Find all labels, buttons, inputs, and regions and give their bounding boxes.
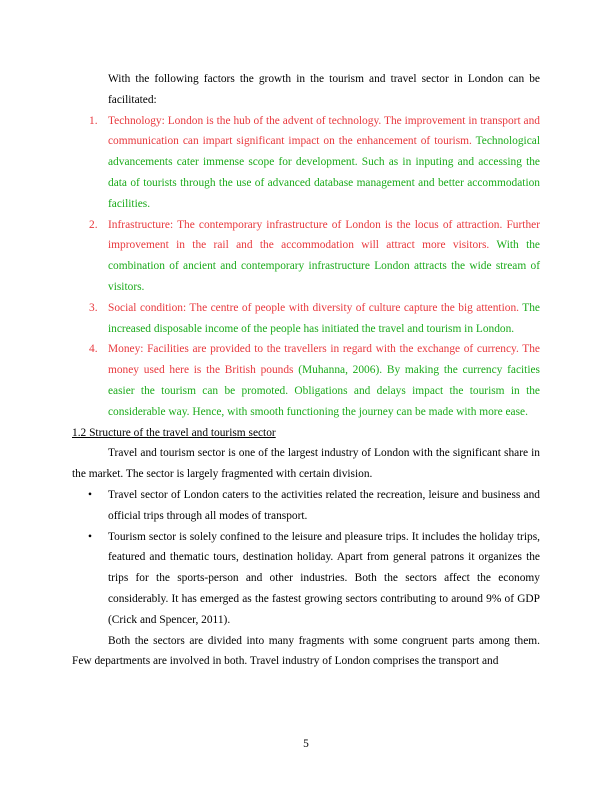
factor-text-red: Social condition: The centre of people with diversity of culture capture the big attention. — [108, 301, 523, 314]
factors-list — [72, 111, 540, 423]
document-page — [72, 69, 540, 672]
factor-text-green: With the combination of ancient and contemporary infrastructure London attracts the wide stream of visitors. — [108, 239, 540, 293]
list-item — [72, 485, 540, 527]
list-item — [72, 339, 540, 422]
list-item — [72, 215, 540, 298]
list-number: 3. — [89, 301, 98, 314]
body-paragraph: Travel and tourism sector is one of the largest industry of London with the significant share in the market. The sector is largely fragmented with certain division. — [72, 447, 540, 481]
factor-text-red: Technology: London is the hub of the advent of technology. The improvement in transport and communication can impart significant impact on the enhancement of tourism. — [108, 114, 540, 148]
intro-paragraph: With the following factors the growth in the tourism and travel sector in London can be facilitated: — [108, 73, 540, 106]
factor-text-green: The increased disposable income of the people has initiated the travel and tourism in London. — [108, 301, 540, 335]
factor-text-red: Infrastructure: The contemporary infrastructure of London is the locus of attraction. Further improvement in the rail and the accommodation will attract more visitors. — [108, 218, 540, 252]
page-number: 5 — [303, 738, 309, 750]
bullet-icon: • — [88, 488, 92, 501]
section-heading: 1.2 Structure of the travel and tourism sector — [72, 426, 276, 439]
factor-text-green: Technological advancements cater immense scope for development. Such as in inputing and accessing the data of tourists through the use of advanced database management and better accommodation facilities. — [108, 135, 540, 210]
factor-text-green: (Muhanna, 2006). By making the currency facities easier the tourism can be promoted. Obligations and delays impact the tourism in the considerable way. Hence, with smooth functioning the journey can be made with more ease. — [108, 364, 540, 418]
list-item — [72, 527, 540, 631]
bullet-list — [72, 485, 540, 631]
bullet-text: Travel sector of London caters to the activities related the recreation, leisure and business and official trips through all modes of transport. — [108, 488, 540, 522]
body-paragraph: Both the sectors are divided into many fragments with some congruent parts among them. Few departments are involved in both. Travel industry of London comprises the transport and — [72, 634, 540, 668]
bullet-text: Tourism sector is solely confined to the leisure and pleasure trips. It includes the holiday trips, featured and thematic tours, destination holiday. Apart from general patrons it organizes the trips for the sports-person and other industries. Both the sectors affect the economy considerably. It has emerged as the fastest growing sectors contributing to around 9% of GDP (Crick and Spencer, 2011). — [108, 530, 540, 626]
list-number: 4. — [89, 343, 98, 356]
list-number: 2. — [89, 218, 98, 231]
list-item — [72, 298, 540, 340]
list-item — [72, 111, 540, 215]
factor-text-red: Money: Facilities are provided to the travellers in regard with the exchange of currency. The money used here is the British pounds — [108, 343, 540, 377]
list-number: 1. — [89, 114, 98, 127]
bullet-icon: • — [88, 530, 92, 543]
